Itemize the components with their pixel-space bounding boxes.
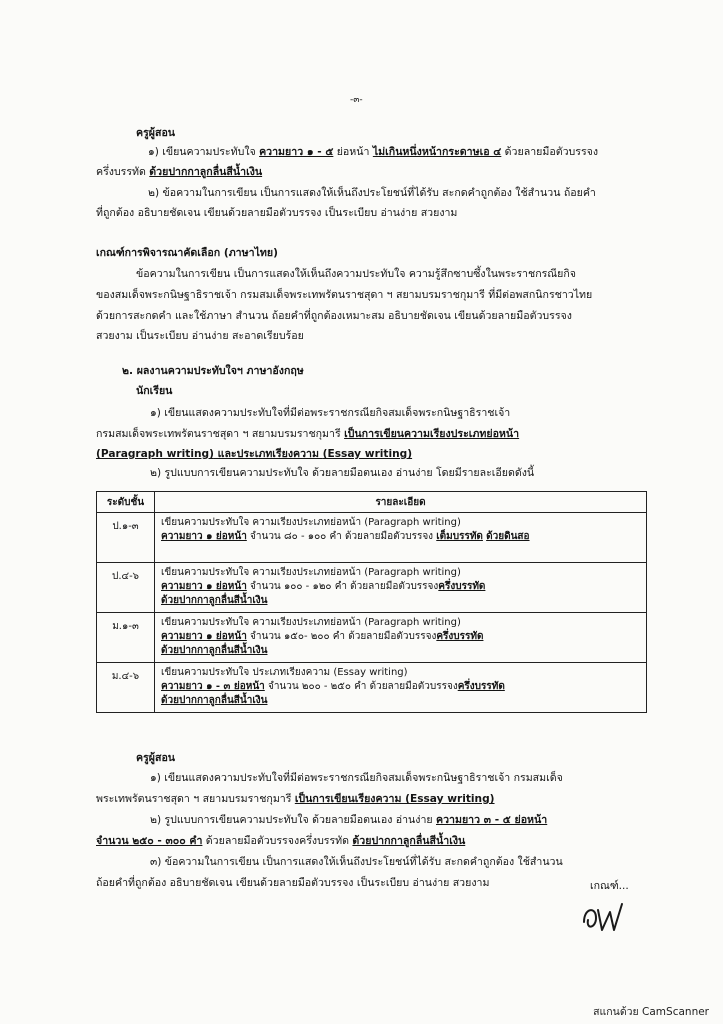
students-item-1-line-1: ๑) เขียนแสดงความประทับใจที่มีต่อพระราชกรณียกิจสมเด็จพระกนิษฐาธิราชเจ้า [150,407,511,419]
teacher-2-item-1-line-1: ๑) เขียนแสดงความประทับใจที่มีต่อพระราชกรณียกิจสมเด็จพระกนิษฐาธิราชเจ้า กรมสมเด็จ [150,772,563,784]
criteria-line-3: ด้วยการสะกดคำ และใช้ภาษา สำนวน ถ้อยคำที่ถูกต้องเหมาะสม อธิบายชัดเจน เขียนด้วยลายมือตัวบรรจง [96,310,572,322]
header-level: ระดับชั้น [97,492,155,513]
level-cell: ป.๔-๖ [97,563,155,613]
teacher-2-item-3-line-2: ถ้อยคำที่ถูกต้อง อธิบายชัดเจน เขียนด้วยลายมือตัวบรรจง เป็นระเบียบ อ่านง่าย สวยงาม [96,877,490,889]
criteria-line-2: ของสมเด็จพระกนิษฐาธิราชเจ้า กรมสมเด็จพระเทพรัตนราชสุดา ฯ สยามบรมราชกุมารี ที่มีต่อพสกนิกรชาวไทย [96,289,593,301]
section-2-heading: ๒. ผลงานความประทับใจฯ ภาษาอังกฤษ [122,365,304,377]
details-cell: เขียนความประทับใจ ความเรียงประเภทย่อหน้า (Paragraph writing) ความยาว ๑ ย่อหน้า จำนวน ๑๐๐ - ๑๒๐ คำ ด้วยลายมือตัวบรรจงครึ่งบรรทัด ด้วยปากกาลูกลื่นสีน้ำเงิน [155,563,647,613]
students-heading: นักเรียน [136,385,173,397]
header-details: รายละเอียด [155,492,647,513]
page-number: -๓- [350,95,363,105]
teacher-1-item-2-line-1: ๒) ข้อความในการเขียน เป็นการแสดงให้เห็นถึงประโยชน์ที่ได้รับ สะกดคำถูกต้อง ใช้สำนวน ถ้อยคำ [148,187,596,199]
teacher-2-item-2-line-2: จำนวน ๒๕๐ - ๓๐๐ คำ ด้วยลายมือตัวบรรจงครึ่งบรรทัด ด้วยปากกาลูกลื่นสีน้ำเงิน [96,835,466,847]
level-cell: ม.๑-๓ [97,613,155,663]
table-row [97,513,647,563]
table-header-row [97,492,647,513]
scanner-watermark: สแกนด้วย CamScanner [593,1006,709,1018]
teacher-2-item-3-line-1: ๓) ข้อความในการเขียน เป็นการแสดงให้เห็นถึงประโยชน์ที่ได้รับ สะกดคำถูกต้อง ใช้สำนวน [150,856,563,868]
teacher-1-item-2-line-2: ที่ถูกต้อง อธิบายชัดเจน เขียนด้วยลายมือตัวบรรจง เป็นระเบียบ อ่านง่าย สวยงาม [96,207,458,219]
students-item-2: ๒) รูปแบบการเขียนความประทับใจ ด้วยลายมือตนเอง อ่านง่าย โดยมีรายละเอียดดังนี้ [150,467,535,479]
teacher-1-item-1-line-1: ๑) เขียนความประทับใจ ความยาว ๑ - ๕ ย่อหน้า ไม่เกินหนึ่งหน้ากระดาษเอ ๔ ด้วยลายมือตัวบรรจง [148,146,599,158]
students-item-1-line-3: (Paragraph writing) และประเภทเรียงความ (Essay writing) [96,448,413,460]
table-row [97,613,647,663]
students-item-1-line-2: กรมสมเด็จพระเทพรัตนราชสุดา ฯ สยามบรมราชกุมารี เป็นการเขียนความเรียงประเภทย่อหน้า [96,428,520,440]
criteria-heading: เกณฑ์การพิจารณาคัดเลือก (ภาษาไทย) [96,247,278,259]
details-cell: เขียนความประทับใจ ความเรียงประเภทย่อหน้า (Paragraph writing) ความยาว ๑ ย่อหน้า จำนวน ๘๐ - ๑๐๐ คำ ด้วยลายมือตัวบรรจง เต็มบรรทัด ด้วยดินสอ [155,513,647,563]
table-row [97,663,647,713]
level-cell: ม.๔-๖ [97,663,155,713]
details-cell: เขียนความประทับใจ ประเภทเรียงความ (Essay writing) ความยาว ๑ - ๓ ย่อหน้า จำนวน ๒๐๐ - ๒๕๐ คำ ด้วยลายมือตัวบรรจงครึ่งบรรทัด ด้วยปากกาลูกลื่นสีน้ำเงิน [155,663,647,713]
teacher-1-item-1-line-2: ครึ่งบรรทัด ด้วยปากกาลูกลื่นสีน้ำเงิน [96,166,263,178]
teacher-heading-2: ครูผู้สอน [136,752,176,764]
table-row [97,563,647,613]
continue-marker: เกณฑ์... [590,880,629,892]
criteria-line-4: สวยงาม เป็นระเบียบ อ่านง่าย สะอาดเรียบร้อย [96,330,304,342]
details-cell: เขียนความประทับใจ ความเรียงประเภทย่อหน้า (Paragraph writing) ความยาว ๑ ย่อหน้า จำนวน ๑๕๐- ๒๐๐ คำ ด้วยลายมือตัวบรรจงครึ่งบรรทัด ด้วยปากกาลูกลื่นสีน้ำเงิน [155,613,647,663]
signature-initials [580,896,628,936]
criteria-line-1: ข้อความในการเขียน เป็นการแสดงให้เห็นถึงความประทับใจ ความรู้สึกซาบซึ้งในพระราชกรณียกิจ [136,268,576,280]
teacher-2-item-1-line-2: พระเทพรัตนราชสุดา ฯ สยามบรมราชกุมารี เป็นการเขียนเรียงความ (Essay writing) [96,793,495,805]
level-cell: ป.๑-๓ [97,513,155,563]
requirements-table [96,491,647,713]
teacher-2-item-2-line-1: ๒) รูปแบบการเขียนความประทับใจ ด้วยลายมือตนเอง อ่านง่าย ความยาว ๓ - ๕ ย่อหน้า [150,814,548,826]
teacher-heading-1: ครูผู้สอน [136,127,176,139]
